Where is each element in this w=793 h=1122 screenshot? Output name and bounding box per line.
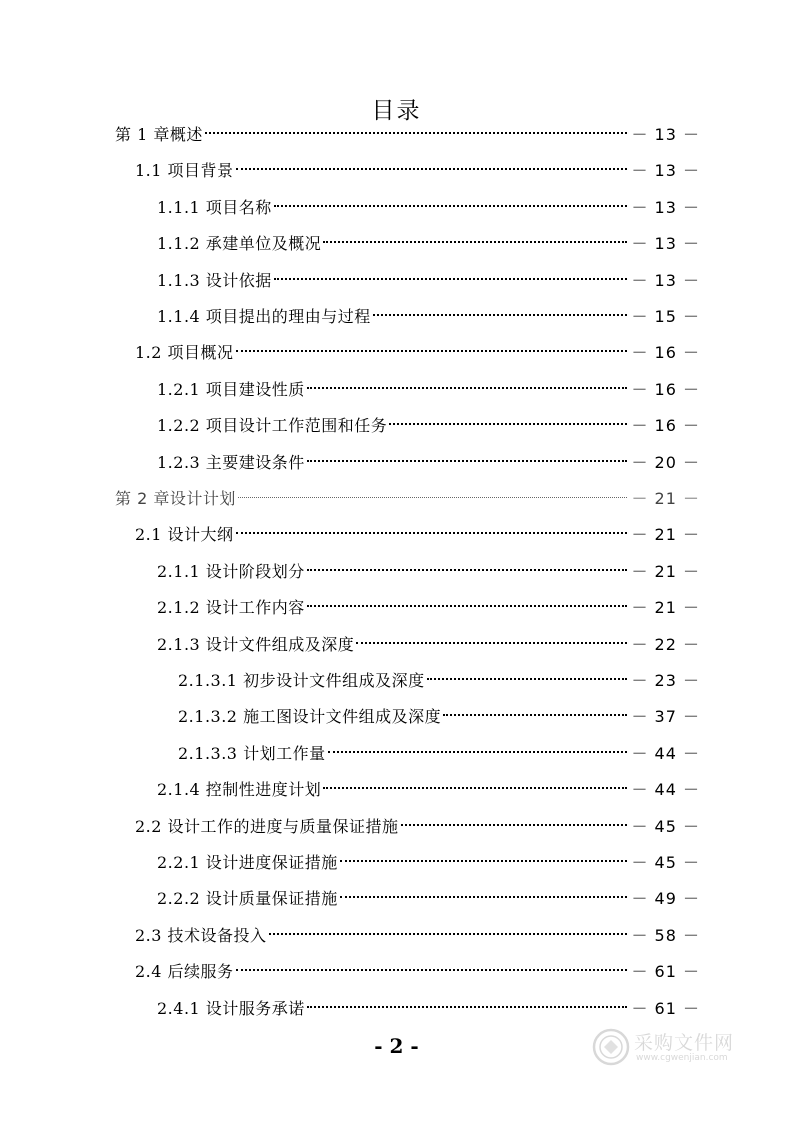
toc-entry-label: 1.1.4 项目提出的理由与过程	[157, 307, 371, 326]
toc-entry-label: 2.3 技术设备投入	[135, 925, 267, 945]
toc-entry-page: － 13 －	[631, 161, 700, 181]
toc-entry[interactable]	[115, 120, 700, 150]
toc-entry[interactable]	[178, 702, 700, 732]
toc-entry-page: － 23 －	[631, 671, 700, 690]
toc-entry[interactable]	[157, 266, 700, 296]
toc-entry-page: － 15 －	[631, 307, 700, 326]
toc-entry-page: － 16 －	[631, 343, 700, 363]
toc-leader-dots	[236, 350, 628, 352]
toc-entry-label: 2.1 设计大纲	[135, 525, 234, 545]
toc-leader-dots	[307, 387, 628, 389]
toc-entry-label: 2.1.3.2 施工图设计文件组成及深度	[178, 707, 442, 727]
toc-leader-dots	[307, 460, 628, 462]
toc-leader-dots	[389, 423, 627, 425]
toc-entry-page: － 61 －	[631, 962, 700, 982]
watermark	[590, 1024, 760, 1072]
toc-entry-label: 1.2.3 主要建设条件	[157, 452, 305, 472]
seal-logo-icon	[592, 1028, 630, 1066]
toc-entry-label: 2.2.2 设计质量保证措施	[157, 889, 338, 909]
toc-entry-page: － 21 －	[631, 489, 700, 508]
toc-leader-dots	[373, 314, 628, 316]
toc-leader-dots	[274, 278, 628, 280]
toc-entry-page: － 13 －	[631, 234, 700, 254]
toc-leader-dots	[307, 1006, 628, 1008]
toc-entry-page: － 22 －	[631, 634, 700, 654]
toc-entry[interactable]	[157, 848, 700, 878]
toc-entry-label: 2.1.4 控制性进度计划	[157, 780, 322, 800]
toc-entry[interactable]	[157, 593, 700, 623]
page-number: - 2 -	[374, 1034, 419, 1058]
toc-entry-page: － 61 －	[631, 998, 700, 1018]
toc-entry[interactable]	[157, 994, 700, 1024]
toc-entry-label: 2.1.1 设计阶段划分	[157, 561, 305, 581]
toc-entry[interactable]	[157, 302, 700, 332]
toc-entry[interactable]	[135, 156, 700, 186]
toc-entry-page: － 21 －	[631, 598, 700, 618]
toc-entry-label: 2.1.3 设计文件组成及深度	[157, 634, 355, 654]
toc-leader-dots	[443, 714, 627, 716]
toc-entry[interactable]	[157, 775, 700, 805]
toc-leader-dots	[236, 532, 628, 534]
toc-entry-label: 2.2 设计工作的进度与质量保证措施	[135, 816, 399, 836]
toc-leader-dots	[205, 132, 628, 134]
toc-entry-label: 2.4 后续服务	[135, 962, 234, 982]
toc-entry-page: － 16 －	[631, 379, 700, 399]
toc-leader-dots	[340, 896, 628, 898]
toc-leader-dots	[238, 497, 628, 498]
toc-leader-dots	[269, 933, 628, 935]
toc-leader-dots	[401, 824, 628, 826]
toc-title: 目录	[371, 98, 422, 124]
toc-entry-label: 1.2.2 项目设计工作范围和任务	[157, 416, 388, 436]
toc-entry-page: － 44 －	[631, 780, 700, 800]
toc-entry-label: 1.1.1 项目名称	[157, 197, 272, 217]
toc-entry[interactable]	[135, 921, 700, 951]
toc-entry-page: － 13 －	[631, 197, 700, 217]
toc-leader-dots	[236, 168, 628, 170]
toc-leader-dots	[323, 787, 627, 789]
toc-entry-page: － 20 －	[631, 452, 700, 472]
toc-entry-page: － 45 －	[631, 816, 700, 836]
toc-entry[interactable]	[157, 884, 700, 914]
toc-entry-page: － 21 －	[631, 525, 700, 545]
toc-entry[interactable]	[135, 520, 700, 550]
toc-entry-page: － 44 －	[631, 743, 700, 763]
toc-leader-dots	[356, 642, 627, 644]
toc-entry-page: － 21 －	[631, 561, 700, 581]
toc-entry-label: 1.1.3 设计依据	[157, 270, 272, 290]
toc-entry-page: － 16 －	[631, 416, 700, 436]
toc-entry-page: － 49 －	[631, 889, 700, 909]
toc-entry-page: － 45 －	[631, 853, 700, 872]
toc-entry-label: 2.1.3.1 初步设计文件组成及深度	[178, 671, 425, 690]
toc-entry[interactable]	[157, 193, 700, 223]
toc-entry[interactable]	[157, 630, 700, 660]
toc-entry-label: 1.2.1 项目建设性质	[157, 379, 305, 399]
toc-entry[interactable]	[157, 557, 700, 587]
toc-entry[interactable]	[157, 448, 700, 478]
toc-entry-label: 2.4.1 设计服务承诺	[157, 998, 305, 1018]
toc-entry[interactable]	[157, 375, 700, 405]
toc-entry-label: 第 1 章概述	[115, 125, 203, 144]
toc-leader-dots	[307, 569, 628, 571]
toc-leader-dots	[236, 969, 628, 971]
toc-entry-label: 1.1.2 承建单位及概况	[157, 234, 322, 254]
toc-entry-page: － 37 －	[631, 707, 700, 727]
toc-entry-label: 2.1.3.3 计划工作量	[178, 743, 326, 763]
toc-entry[interactable]	[157, 411, 700, 441]
toc-leader-dots	[323, 241, 627, 243]
toc-entry[interactable]	[178, 739, 700, 769]
watermark-url: www.cgwenjian.com	[636, 1053, 728, 1063]
toc-entry-label: 1.1 项目背景	[135, 161, 234, 181]
toc-entry[interactable]	[178, 666, 700, 696]
toc-entry-label: 2.2.1 设计进度保证措施	[157, 853, 338, 872]
toc-entry[interactable]	[135, 812, 700, 842]
toc-entry[interactable]	[135, 338, 700, 368]
toc-entry-page: － 13 －	[631, 125, 700, 144]
toc-leader-dots	[427, 678, 628, 680]
toc-entry-page: － 13 －	[631, 270, 700, 290]
watermark-text: 采购文件网	[634, 1032, 735, 1054]
toc-entry-label: 第 2 章设计计划	[115, 489, 236, 508]
toc-entry-label: 1.2 项目概况	[135, 343, 234, 363]
toc-entry-page: － 58 －	[631, 925, 700, 945]
toc-leader-dots	[307, 605, 628, 607]
toc-entry-label: 2.1.2 设计工作内容	[157, 598, 305, 618]
toc-leader-dots	[328, 751, 628, 753]
toc-leader-dots	[274, 205, 628, 207]
toc-entry[interactable]	[135, 957, 700, 987]
toc-leader-dots	[340, 860, 628, 862]
toc-entry[interactable]	[157, 229, 700, 259]
toc-entry[interactable]	[115, 484, 700, 514]
